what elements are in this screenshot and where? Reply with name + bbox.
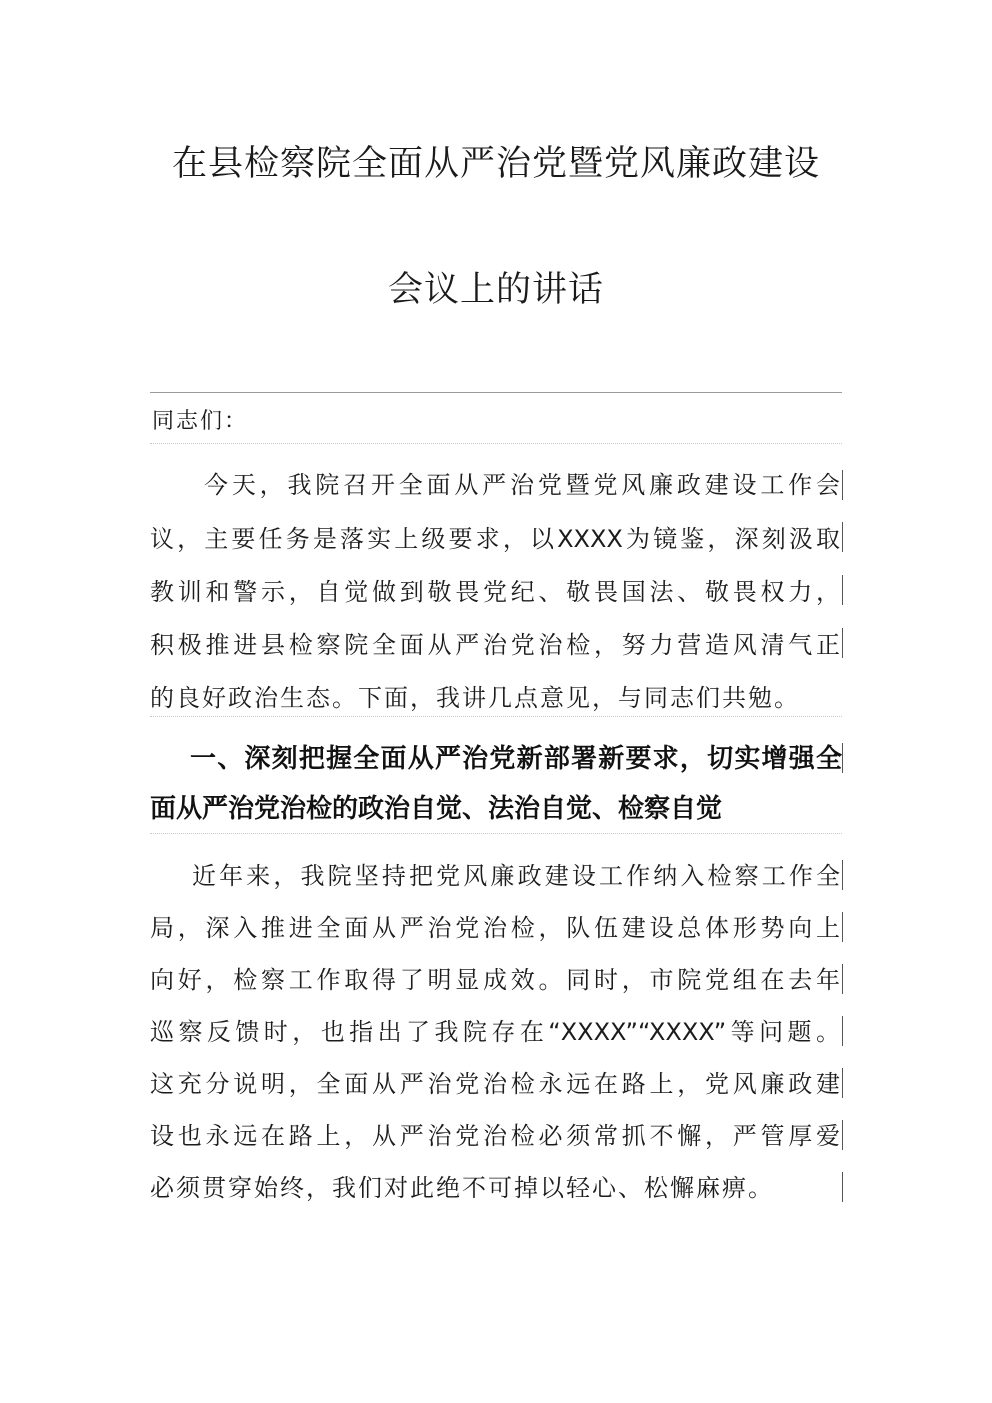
divider-dotted: [150, 716, 842, 717]
section-heading-line-1: 一、深刻把握全面从严治党新部署新要求，切实增强全: [190, 744, 842, 774]
paragraph-1-line-5: 的良好政治生态。下面，我讲几点意见，与同志们共勉。: [150, 684, 800, 712]
margin-bar: [842, 1068, 843, 1098]
salutation: 同志们：: [152, 409, 249, 434]
paragraph-2-line-1: 近年来，我院坚持把党风廉政建设工作纳入检察工作全: [192, 862, 840, 890]
margin-bar: [842, 912, 843, 942]
divider-dotted: [150, 443, 842, 444]
paragraph-2-line-5: 这充分说明，全面从严治党治检永远在路上，党风廉政建: [150, 1070, 840, 1098]
paragraph-2-line-6: 设也永远在路上，从严治党治检必须常抓不懈，严管厚爱: [150, 1122, 840, 1150]
margin-bar: [842, 575, 843, 605]
margin-bar: [842, 1016, 843, 1046]
margin-bar: [842, 1172, 843, 1202]
margin-bar: [842, 860, 843, 890]
divider-top: [150, 392, 842, 393]
margin-bar: [842, 470, 843, 500]
margin-bar: [842, 522, 843, 552]
paragraph-1-line-1: 今天，我院召开全面从严治党暨党风廉政建设工作会: [204, 471, 840, 499]
section-heading-line-2: 面从严治党治检的政治自觉、法治自觉、检察自觉: [150, 794, 723, 824]
paragraph-2-line-2: 局，深入推进全面从严治党治检，队伍建设总体形势向上: [150, 914, 840, 942]
margin-bar: [842, 964, 843, 994]
paragraph-2-line-4: 巡察反馈时，也指出了我院存在“XXXX”“XXXX”等问题。: [150, 1018, 840, 1046]
document-title-line-1: 在县检察院全面从严治党暨党风廉政建设: [171, 144, 820, 184]
paragraph-1-line-3: 教训和警示，自觉做到敬畏党纪、敬畏国法、敬畏权力，: [150, 578, 840, 606]
paragraph-1-line-4: 积极推进县检察院全面从严治党治检，努力营造风清气正: [150, 631, 840, 659]
margin-bar: [842, 628, 843, 658]
paragraph-2-line-3: 向好，检察工作取得了明显成效。同时，市院党组在去年: [150, 966, 840, 994]
margin-bar: [842, 1120, 843, 1150]
margin-bar: [842, 743, 843, 773]
paragraph-2-line-7: 必须贯穿始终，我们对此绝不可掉以轻心、松懈麻痹。: [150, 1174, 774, 1202]
document-title-line-2: 会议上的讲话: [387, 270, 604, 310]
paragraph-1-line-2: 议，主要任务是落实上级要求，以XXXX为镜鉴，深刻汲取: [150, 525, 840, 553]
divider-dotted: [150, 833, 842, 834]
